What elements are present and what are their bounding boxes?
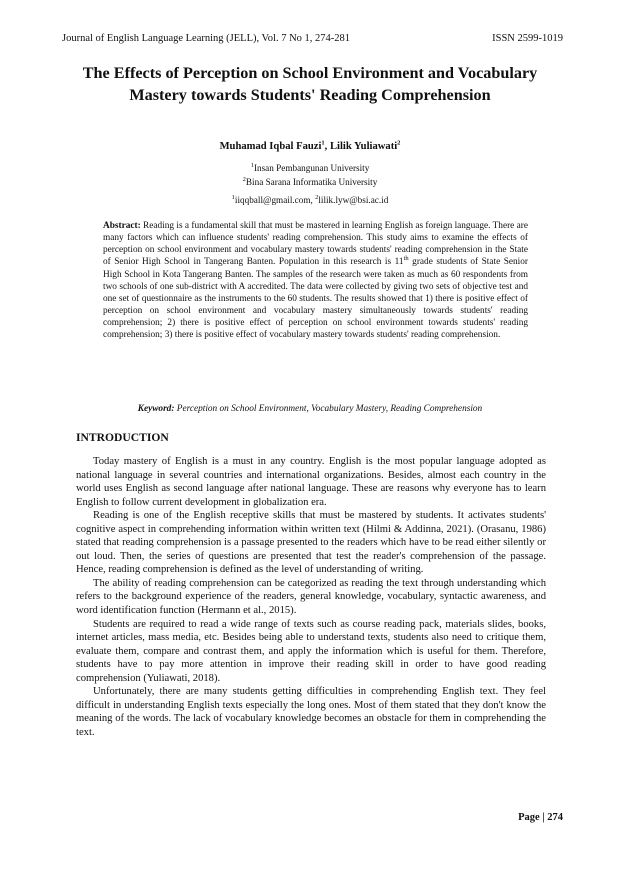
keywords-text: Perception on School Environment, Vocabulary Mastery, Reading Comprehension bbox=[174, 404, 483, 414]
abstract-label: Abstract: bbox=[103, 221, 141, 231]
paragraph: Today mastery of English is a must in any country. English is the most popular language adopted as national language in several countries and international organizations. Besides, almost each country in the world uses English as second language after national language. These are reasons why everyone has to learn English to follow current development in globalization era. bbox=[76, 456, 546, 508]
abstract bbox=[103, 220, 528, 342]
affiliation bbox=[0, 177, 620, 187]
page-number: Page | 274 bbox=[518, 812, 563, 823]
affiliation bbox=[0, 163, 620, 173]
author-sup: 2 bbox=[397, 139, 401, 147]
abstract-sup: th bbox=[403, 255, 409, 263]
affiliation-text: Insan Pembangunan University bbox=[253, 163, 370, 173]
affiliation-sup: 2 bbox=[242, 175, 246, 183]
paragraph: Unfortunately, there are many students getting difficulties in comprehending English text. They feel difficult in understanding English texts especially the long ones. Most of them stated that they don't know the meaning of the words. The lack of vocabulary knowledge becomes an obstacle for them in comprehending the text. bbox=[76, 686, 546, 738]
author-separator: , bbox=[324, 141, 330, 152]
body-text bbox=[76, 455, 546, 739]
affiliation-sup: 1 bbox=[250, 161, 254, 169]
email-address: lilik.lyw@bsi.ac.id bbox=[318, 195, 389, 205]
email-address: iiqqball@gmail.com, bbox=[234, 195, 316, 205]
affiliation-text: Bina Sarana Informatika University bbox=[245, 177, 378, 187]
issn-header: ISSN 2599-1019 bbox=[492, 33, 563, 44]
journal-header: Journal of English Language Learning (JELL), Vol. 7 No 1, 274-281 bbox=[62, 33, 351, 44]
email-sup: 1 bbox=[231, 193, 235, 201]
section-heading: INTRODUCTION bbox=[76, 431, 169, 444]
abstract-text: Reading is a fundamental skill that must be mastered in learning English as foreign language. There are many factors which can influence students' reading comprehension. This study aims to examine the effects of perception on school environment and vocabulary mastery towards students' reading comprehension in the State of Senior High School in Tangerang Banten. Population in this research is 11 bbox=[103, 221, 528, 268]
author-name: Lilik Yuliawati bbox=[329, 141, 398, 152]
author-name: Muhamad Iqbal Fauzi bbox=[219, 141, 322, 152]
paragraph: Students are required to read a wide range of texts such as course reading pack, materials slides, books, internet articles, mass media, etc. Besides being able to understand texts, students also need to critique them, evaluate them, compare and contrast them, and apply the information which is useful for them. Therefore, students have to pay more attention in improve their reading skill in order to have good reading comprehension (Yuliawati, 2018). bbox=[76, 618, 546, 684]
author-line bbox=[0, 141, 620, 152]
keywords bbox=[0, 404, 620, 414]
paragraph: Reading is one of the English receptive skills that must be mastered by students. It activates students' cognitive aspect in comprehending information within written text (Hilmi & Addinna, 2021). (Orasanu, 1986) stated that reading comprehension is a passage presented to the readers which have to be read either silently or out loud. Then, the series of questions are presented that test the reader's comprehension of the passage. Hence, reading comprehension is defined as the level of understanding of writing. bbox=[76, 510, 546, 576]
keywords-label: Keyword: bbox=[137, 404, 175, 414]
abstract-text: grade students of State Senior High School in Kota Tangerang Banten. The samples of the research were taken as much as 60 respondents from two schools of one sub-district with A accredited. The data were collected by giving two sets of objective test and one set of questionnaire as the instruments to the 60 students. The results showed that 1) there is positive effect of perception on school environment and vocabulary mastery simultaneously towards students' reading comprehension; 2) there is positive effect of perception on school environment towards students' reading comprehension; 3) there is positive effect of vocabulary mastery towards students' reading comprehension. bbox=[103, 257, 528, 341]
email-line bbox=[0, 195, 620, 205]
email-sup: 2 bbox=[315, 193, 319, 201]
author-sup: 1 bbox=[321, 139, 325, 147]
paragraph: The ability of reading comprehension can be categorized as reading the text through understanding which refers to the background experience of the readers, general knowledge, vocabulary, syntactic awareness, and word identification function (Hermann et al., 2015). bbox=[76, 577, 546, 617]
paper-title: The Effects of Perception on School Environment and Vocabulary Mastery towards Students' Reading Comprehension bbox=[82, 64, 538, 104]
